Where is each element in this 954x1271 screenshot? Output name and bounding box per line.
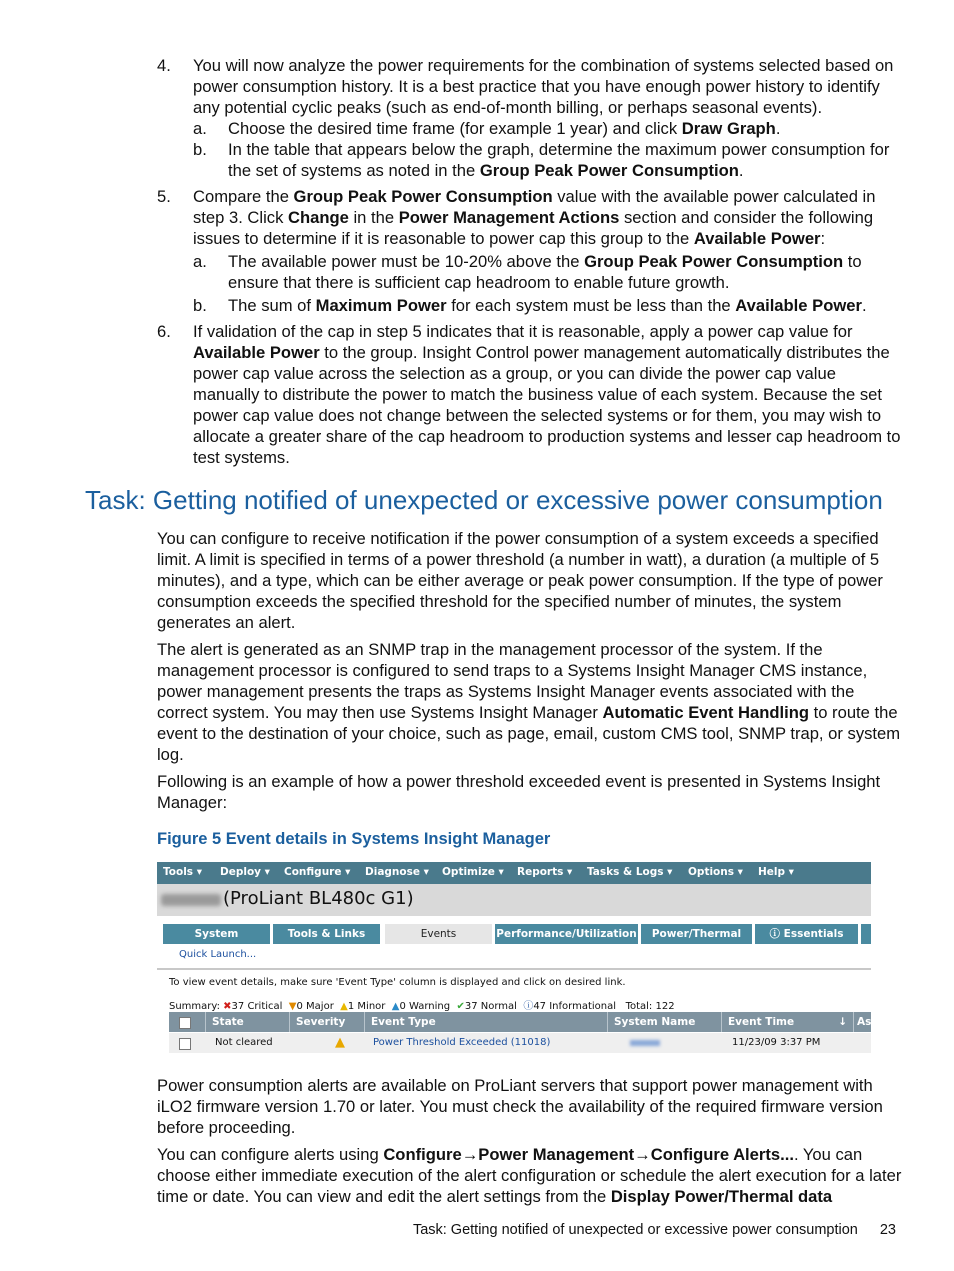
menu-configure[interactable]: Configure ▾ (284, 866, 351, 878)
col-assignee[interactable]: As (853, 1012, 871, 1032)
page-footer (413, 1222, 896, 1238)
step-4: 4. You will now analyze the power requirements for the combination of systems selected based on power consumption history. It is a best practice that you have enough power history to identify any potential cyclic peaks (such as end-of-month billing, or perhaps seasonal events). (157, 56, 894, 117)
paragraph-configure-alerts: You can configure alerts using Configure→Power Management→Configure Alerts.... You can choose either immediate execution of the alert configuration or schedule the alert execution for a later time or date. You can view and edit the alert settings from the Display Power/Thermal data (157, 1145, 902, 1206)
system-title-bar (157, 884, 871, 916)
row-state: Not cleared (215, 1037, 273, 1048)
event-type-link[interactable]: Power Threshold Exceeded (11018) (373, 1037, 551, 1048)
step-6: 6. If validation of the cap in step 5 indicates that it is reasonable, apply a power cap value for Available Power to the group. Insight Control power management automatically distributes the power cap value across the selection as a group, or you can divide the power cap value manually to distribute the power to match the business value of each system. Because the set power cap value does not change between the selected systems or for them, you may wish to allocate a greater share of the cap headroom to production systems and lesser cap headroom to test systems. (157, 322, 901, 467)
step-4b: b. In the table that appears below the graph, determine the maximum power consumption for the set of systems as noted in the Group Peak Power Consumption. (193, 140, 890, 180)
steps-list (157, 55, 902, 468)
figure-caption: Figure 5 Event details in Systems Insight Manager (157, 830, 551, 848)
col-state[interactable]: State (205, 1012, 289, 1032)
paragraph-example: Following is an example of how a power threshold exceeded event is presented in Systems Insight Manager: (157, 772, 881, 812)
event-summary: Summary: ✖37 Critical ▼0 Major ▲1 Minor ▲0 Warning ✔37 Normal ⓘ47 Informational Total: 122 (169, 1001, 675, 1012)
col-event-type[interactable]: Event Type (364, 1012, 607, 1032)
critical-icon: ✖ (223, 1001, 232, 1012)
col-event-time[interactable]: Event Time ↓ (721, 1012, 853, 1032)
event-hint: To view event details, make sure 'Event Type' column is displayed and click on desired link. (169, 977, 626, 988)
info-icon: ⓘ (769, 928, 784, 940)
tab-tools-links[interactable]: Tools & Links (273, 924, 380, 944)
step-5a: a. The available power must be 10-20% above the Group Peak Power Consumption to ensure that there is sufficient cap headroom to enable future growth. (193, 252, 862, 292)
tab-overflow[interactable] (861, 924, 871, 944)
page-number: 23 (879, 1222, 896, 1238)
col-system-name[interactable]: System Name (607, 1012, 721, 1032)
paragraph-alert: The alert is generated as an SNMP trap in the management processor of the system. If the management processor is configured to send traps to a Systems Insight Manager CMS instance, power management presents the traps as Systems Insight Manager events associated with the correct system. You may then use Systems Insight Manager Automatic Event Handling to route the event to the destination of your choice, such as page, email, custom CMS tool, SNMP trap, or system log. (157, 640, 901, 764)
menu-tasks-logs[interactable]: Tasks & Logs ▾ (587, 866, 673, 878)
step-5b: b. The sum of Maximum Power for each system must be less than the Available Power. (193, 296, 867, 315)
step-5: 5. Compare the Group Peak Power Consumption value with the available power calculated in step 3. Click Change in the Power Management Actions section and consider the following issues to determine if it is reasonable to power cap this group to the Available Power: (157, 187, 876, 248)
row-event-time: 11/23/09 3:37 PM (732, 1037, 821, 1048)
row-checkbox[interactable] (179, 1038, 191, 1050)
tab-system[interactable]: System (163, 924, 270, 944)
sort-down-icon: ↓ (838, 1016, 847, 1028)
minor-icon: ▲ (340, 1001, 348, 1012)
tab-performance[interactable]: Performance/Utilization (495, 924, 638, 944)
footer-title: Task: Getting notified of unexpected or excessive power consumption (412, 1222, 858, 1238)
event-table-header (169, 1012, 871, 1032)
step-4a: a. Choose the desired time frame (for example 1 year) and click Draw Graph. (193, 119, 781, 138)
select-all-checkbox-cell[interactable] (169, 1012, 205, 1032)
warning-icon: ▲ (391, 1001, 400, 1012)
tab-power-thermal[interactable]: Power/Thermal (641, 924, 752, 944)
menu-deploy[interactable]: Deploy ▾ (220, 866, 270, 878)
redacted-system-link[interactable] (624, 1033, 664, 1053)
informational-icon: ⓘ (523, 1001, 534, 1012)
quick-launch-link[interactable]: Quick Launch... (179, 949, 257, 960)
menu-tools[interactable]: Tools ▾ (163, 866, 202, 878)
menu-bar (157, 862, 871, 884)
redacted-system-name (161, 894, 221, 906)
menu-diagnose[interactable]: Diagnose ▾ (365, 866, 429, 878)
paragraph-notification: You can configure to receive notification if the power consumption of a system exceeds a specified limit. A limit is specified in terms of a power threshold (a number in watt), a duration (a multiple of 5 minutes), and a type, which can be either average or peak power consumption. If the type of power consumption exceeds the specified threshold for the specified number of minutes, the system generates an alert. (157, 529, 883, 632)
paragraph-proliant: Power consumption alerts are available on ProLiant servers that support power management with iLO2 firmware version 1.70 or later. You must check the availability of the required firmware version before proceeding. (157, 1076, 883, 1137)
tab-events[interactable]: Events (385, 924, 492, 944)
menu-help[interactable]: Help ▾ (758, 866, 794, 878)
sim-screenshot (157, 862, 871, 1056)
tab-essentials[interactable]: ⓘ Essentials (755, 924, 858, 944)
tab-bar (157, 924, 871, 944)
normal-icon: ✔ (456, 1001, 465, 1012)
menu-optimize[interactable]: Optimize ▾ (442, 866, 504, 878)
col-severity[interactable]: Severity (289, 1012, 364, 1032)
warning-severity-icon: ▲ (335, 1035, 345, 1050)
system-title: (ProLiant BL480c G1) (223, 888, 414, 909)
menu-options[interactable]: Options ▾ (688, 866, 743, 878)
section-heading: Task: Getting notified of unexpected or excessive power consumption (85, 485, 883, 515)
menu-reports[interactable]: Reports ▾ (517, 866, 573, 878)
select-all-checkbox[interactable] (179, 1017, 191, 1029)
table-row[interactable] (169, 1033, 871, 1053)
major-icon: ▼ (288, 1001, 297, 1012)
divider (157, 968, 871, 970)
